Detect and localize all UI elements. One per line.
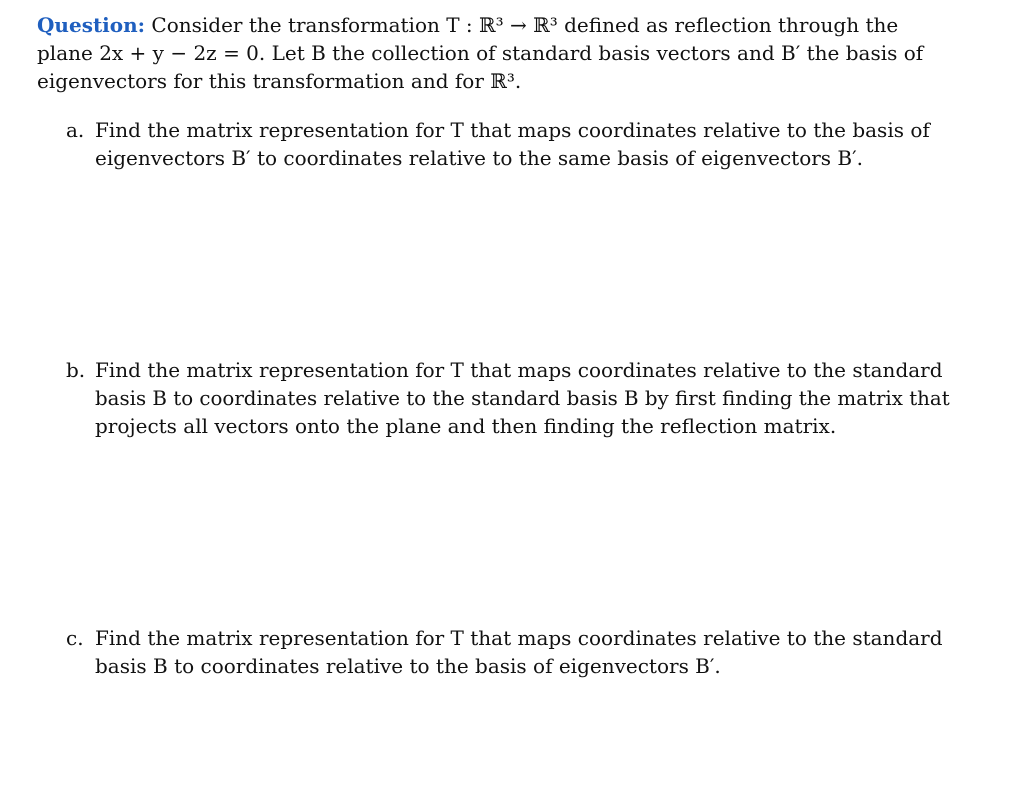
part-c-marker: c. xyxy=(66,626,84,650)
question-line-3 xyxy=(37,67,521,95)
question-line-2 xyxy=(37,39,923,67)
part-a-marker: a. xyxy=(66,118,85,142)
part-a-line-1: Find the matrix representation for T that maps coordinates relative to the basis of xyxy=(95,118,930,142)
question-text-3: eigenvectors for this transformation and for ℝ³. xyxy=(37,69,522,93)
question-line-1 xyxy=(37,11,898,39)
question-text-1: Consider the transformation T : ℝ³ → ℝ³ defined as reflection through the xyxy=(151,13,899,37)
part-b-marker: b. xyxy=(66,358,86,382)
part-c-line-1: Find the matrix representation for T that maps coordinates relative to the standard xyxy=(95,626,943,650)
question-label: Question: xyxy=(37,13,146,37)
part-c-line-2: basis B to coordinates relative to the basis of eigenvectors B′. xyxy=(95,654,721,678)
question-text-2: plane 2x + y − 2z = 0. Let B the collection of standard basis vectors and B′ the basis of xyxy=(37,41,924,65)
part-a-line-2: eigenvectors B′ to coordinates relative to the same basis of eigenvectors B′. xyxy=(95,146,864,170)
part-b-line-2: basis B to coordinates relative to the standard basis B by first finding the matrix that xyxy=(95,386,950,410)
part-b-line-1: Find the matrix representation for T that maps coordinates relative to the standard xyxy=(95,358,943,382)
part-b-line-3: projects all vectors onto the plane and then finding the reflection matrix. xyxy=(95,414,837,438)
